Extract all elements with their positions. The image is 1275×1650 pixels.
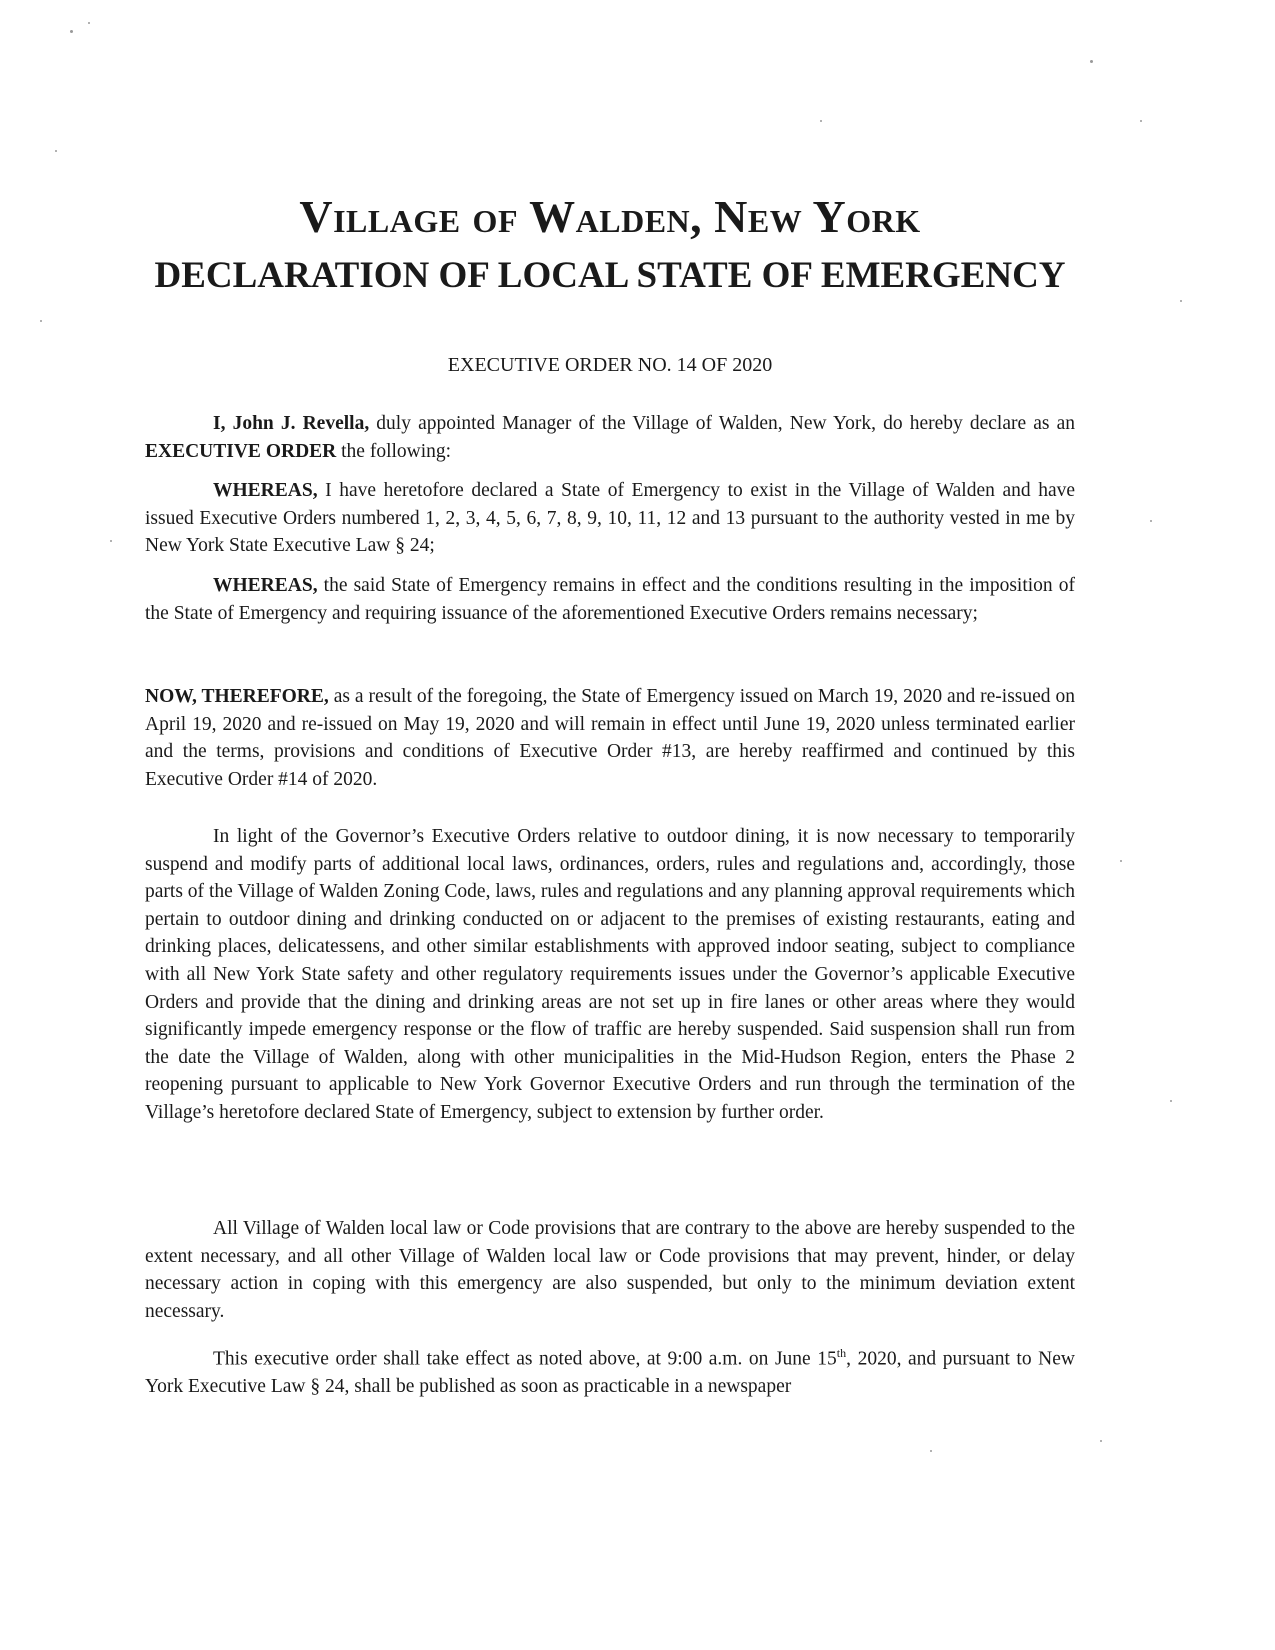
now-therefore-text: as a result of the foregoing, the State of Emergency issued on March 19, 2020 and re-issued on April 19, 2020 and re-issued on May 19, 2020 and will remain in effect until June 19, 2020 unless terminated earlier and the terms, provisions and conditions of Executive Order #13, are hereby reaffirmed and continued by this Executive Order #14 of 2020.: [145, 686, 1076, 790]
document-subtitle: DECLARATION OF LOCAL STATE OF EMERGENCY: [154, 255, 1066, 296]
manager-name: I, John J. Revella,: [213, 413, 370, 434]
intro-text-1: duly appointed Manager of the Village of Walden, New York, do hereby declare as an: [369, 413, 1075, 434]
intro-paragraph: [145, 410, 1075, 465]
now-therefore-lead: NOW, THEREFORE,: [145, 686, 329, 707]
document-title: Village of Walden, New York: [299, 191, 921, 242]
code-provisions-paragraph: All Village of Walden local law or Code provisions that are contrary to the above are hereby suspended to the extent necessary, and all other Village of Walden local law or Code provisions that may prevent, hinder, or delay necessary action in coping with this emergency are also suspended, but only to the minimum deviation extent necessary.: [145, 1218, 1075, 1322]
whereas-2-lead: WHEREAS,: [213, 575, 318, 596]
now-therefore-paragraph: [145, 683, 1075, 793]
whereas-2-text: the said State of Emergency remains in effect and the conditions resulting in the imposition of the State of Emergency and requiring issuance of the aforementioned Executive Orders remains necessary;: [145, 575, 1075, 624]
effect-ordinal-suffix: th: [836, 1346, 847, 1360]
whereas-1-lead: WHEREAS,: [213, 480, 318, 501]
whereas-paragraph-2: [145, 572, 1075, 627]
executive-order-label: EXECUTIVE ORDER: [145, 440, 337, 462]
effect-text-2: , 2020, and pursuant to New York Executive Law § 24, shall be published as soon as practicable in a newspaper: [145, 1348, 1075, 1398]
whereas-1-text: I have heretofore declared a State of Emergency to exist in the Village of Walden and have issued Executive Orders numbered 1, 2, 3, 4, 5, 6, 7, 8, 9, 10, 11, 12 and 13 pursuant to the authority vested in me by New York State Executive Law § 24;: [145, 480, 1075, 557]
executive-order-number: EXECUTIVE ORDER NO. 14 OF 2020: [447, 354, 773, 376]
effective-date-paragraph: [145, 1340, 1075, 1401]
effect-text-1: This executive order shall take effect as noted above, at 9:00 a.m. on June 15: [213, 1348, 837, 1370]
intro-text-2: the following:: [336, 440, 452, 462]
whereas-paragraph-1: [145, 477, 1075, 560]
outdoor-dining-paragraph: In light of the Governor’s Executive Orders relative to outdoor dining, it is now necessary to temporarily suspend and modify parts of additional local laws, ordinances, orders, rules and regulations and, accordingly, those parts of the Village of Walden Zoning Code, laws, rules and regulations and any planning approval requirements which pertain to outdoor dining and drinking conducted on or adjacent to the premises of existing restaurants, eating and drinking places, delicatessens, and other similar establishments with approved indoor seating, subject to compliance with all New York State safety and other regulatory requirements issues under the Governor’s applicable Executive Orders and provide that the dining and drinking areas are not set up in fire lanes or other areas where they would significantly impede emergency response or the flow of traffic are hereby suspended. Said suspension shall run from the date the Village of Walden, along with other municipalities in the Mid-Hudson Region, enters the Phase 2 reopening pursuant to applicable to New York Governor Executive Orders and run through the termination of the Village’s heretofore declared State of Emergency, subject to extension by further order.: [145, 826, 1075, 1123]
